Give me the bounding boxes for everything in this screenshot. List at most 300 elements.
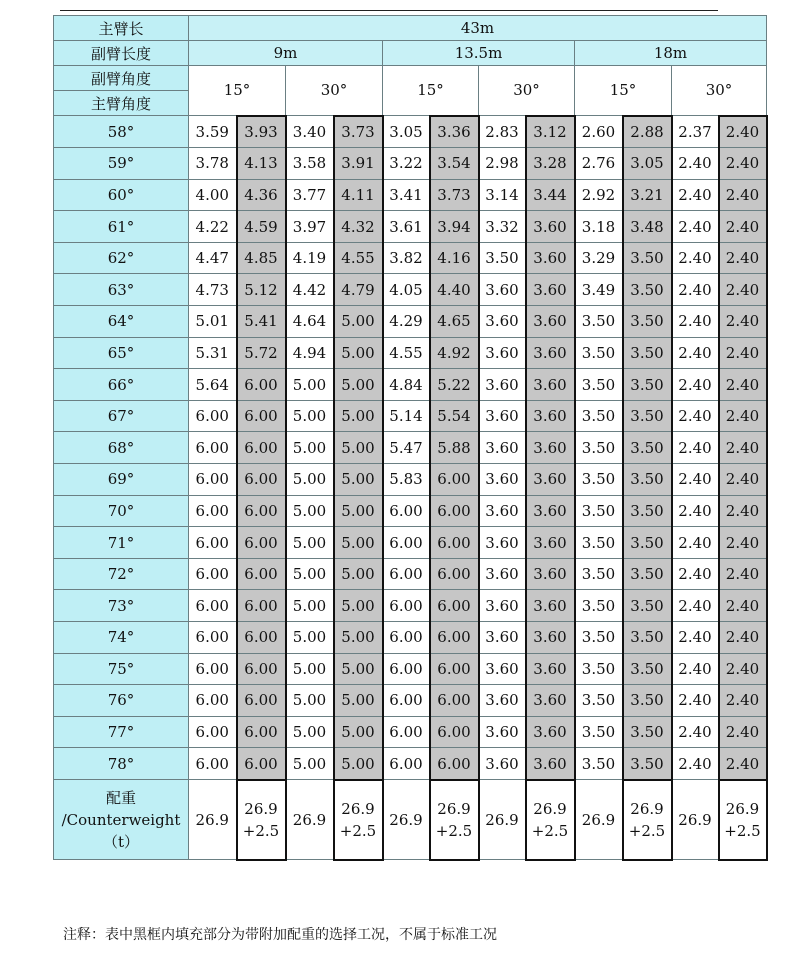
capacity-cell: 4.29 xyxy=(383,306,430,338)
capacity-cell-counterweight: 6.00 xyxy=(237,685,286,717)
capacity-cell: 2.40 xyxy=(672,464,719,496)
capacity-cell-counterweight: 2.40 xyxy=(719,432,767,464)
capacity-cell: 4.00 xyxy=(189,179,237,211)
capacity-cell-counterweight: 3.60 xyxy=(526,558,575,590)
capacity-cell: 2.40 xyxy=(672,369,719,401)
capacity-cell: 3.50 xyxy=(575,400,623,432)
capacity-cell-counterweight: 3.44 xyxy=(526,179,575,211)
capacity-cell: 2.40 xyxy=(672,527,719,559)
capacity-cell-counterweight: 3.60 xyxy=(526,211,575,243)
capacity-cell-counterweight: 5.54 xyxy=(430,400,479,432)
capacity-cell: 3.78 xyxy=(189,148,237,180)
table-row xyxy=(54,148,767,180)
capacity-cell: 3.60 xyxy=(479,337,526,369)
jib-length-row xyxy=(54,41,767,66)
capacity-cell-counterweight: 2.40 xyxy=(719,622,767,654)
capacity-cell-counterweight: 3.28 xyxy=(526,148,575,180)
counterweight-label xyxy=(54,780,189,860)
capacity-cell: 5.00 xyxy=(286,622,334,654)
counterweight-extra: +2.5 xyxy=(435,821,473,840)
capacity-cell-counterweight: 5.00 xyxy=(334,590,383,622)
capacity-cell-counterweight: 6.00 xyxy=(430,716,479,748)
capacity-cell: 6.00 xyxy=(189,432,237,464)
capacity-cell: 5.83 xyxy=(383,464,430,496)
boom-angle-cell: 60° xyxy=(54,179,189,211)
capacity-cell-counterweight: 2.40 xyxy=(719,306,767,338)
boom-angle-cell: 63° xyxy=(54,274,189,306)
main-boom-value: 43m xyxy=(189,16,767,41)
boom-angle-cell: 70° xyxy=(54,495,189,527)
table-row xyxy=(54,464,767,496)
capacity-cell-counterweight: 6.00 xyxy=(237,369,286,401)
counterweight-cell xyxy=(623,780,672,860)
capacity-cell: 6.00 xyxy=(189,685,237,717)
capacity-cell: 3.60 xyxy=(479,685,526,717)
capacity-cell-counterweight: 6.00 xyxy=(430,495,479,527)
counterweight-value: 26.9 xyxy=(437,799,471,818)
capacity-cell: 3.41 xyxy=(383,179,430,211)
counterweight-cell xyxy=(189,780,237,860)
capacity-cell: 4.84 xyxy=(383,369,430,401)
capacity-cell-counterweight: 6.00 xyxy=(237,748,286,780)
capacity-cell-counterweight: 3.50 xyxy=(623,432,672,464)
capacity-cell: 3.50 xyxy=(575,369,623,401)
capacity-cell-counterweight: 3.50 xyxy=(623,622,672,654)
capacity-cell: 3.60 xyxy=(479,495,526,527)
capacity-cell-counterweight: 3.48 xyxy=(623,211,672,243)
capacity-cell-counterweight: 3.50 xyxy=(623,527,672,559)
capacity-cell: 3.50 xyxy=(575,432,623,464)
capacity-cell: 6.00 xyxy=(189,558,237,590)
capacity-cell-counterweight: 6.00 xyxy=(430,653,479,685)
table-row xyxy=(54,337,767,369)
capacity-cell: 4.64 xyxy=(286,306,334,338)
capacity-cell: 5.00 xyxy=(286,369,334,401)
capacity-cell-counterweight: 6.00 xyxy=(430,685,479,717)
capacity-cell-counterweight: 3.12 xyxy=(526,116,575,148)
capacity-cell-counterweight: 5.12 xyxy=(237,274,286,306)
boom-angle-cell: 67° xyxy=(54,400,189,432)
capacity-cell: 4.22 xyxy=(189,211,237,243)
capacity-cell-counterweight: 6.00 xyxy=(237,558,286,590)
capacity-cell-counterweight: 3.60 xyxy=(526,748,575,780)
capacity-cell: 3.60 xyxy=(479,274,526,306)
counterweight-cell xyxy=(672,780,719,860)
capacity-cell: 6.00 xyxy=(383,716,430,748)
main-boom-label: 主臂长 xyxy=(54,16,189,41)
table-row xyxy=(54,306,767,338)
capacity-cell: 3.50 xyxy=(575,306,623,338)
capacity-cell: 6.00 xyxy=(383,685,430,717)
capacity-cell-counterweight: 5.00 xyxy=(334,685,383,717)
counterweight-cell xyxy=(719,780,767,860)
boom-angle-cell: 62° xyxy=(54,242,189,274)
capacity-cell-counterweight: 5.00 xyxy=(334,716,383,748)
capacity-cell: 2.40 xyxy=(672,748,719,780)
capacity-cell: 3.60 xyxy=(479,748,526,780)
capacity-cell-counterweight: 5.22 xyxy=(430,369,479,401)
capacity-cell: 3.49 xyxy=(575,274,623,306)
capacity-cell-counterweight: 3.50 xyxy=(623,716,672,748)
capacity-cell: 3.60 xyxy=(479,590,526,622)
counterweight-extra: +2.5 xyxy=(339,821,377,840)
capacity-cell: 3.50 xyxy=(575,590,623,622)
capacity-cell-counterweight: 3.50 xyxy=(623,306,672,338)
capacity-cell-counterweight: 3.50 xyxy=(623,748,672,780)
capacity-cell-counterweight: 2.40 xyxy=(719,116,767,148)
capacity-cell: 3.60 xyxy=(479,306,526,338)
capacity-cell-counterweight: 5.00 xyxy=(334,432,383,464)
capacity-cell: 6.00 xyxy=(189,495,237,527)
capacity-cell-counterweight: 4.55 xyxy=(334,242,383,274)
boom-angle-cell: 58° xyxy=(54,116,189,148)
capacity-cell-counterweight: 5.88 xyxy=(430,432,479,464)
table-row xyxy=(54,716,767,748)
capacity-cell: 3.77 xyxy=(286,179,334,211)
counterweight-extra: +2.5 xyxy=(628,821,666,840)
counterweight-value: 26.9 xyxy=(678,810,712,829)
capacity-cell-counterweight: 4.13 xyxy=(237,148,286,180)
capacity-cell-counterweight: 6.00 xyxy=(430,464,479,496)
table-row xyxy=(54,748,767,780)
capacity-cell: 6.00 xyxy=(383,748,430,780)
footnote: 注释：表中黑框内填充部分为带附加配重的选择工况，不属于标准工况 xyxy=(63,927,497,943)
capacity-cell: 4.05 xyxy=(383,274,430,306)
boom-angle-cell: 73° xyxy=(54,590,189,622)
capacity-cell-counterweight: 2.40 xyxy=(719,527,767,559)
capacity-cell: 6.00 xyxy=(189,748,237,780)
capacity-cell: 3.50 xyxy=(575,653,623,685)
capacity-cell-counterweight: 2.40 xyxy=(719,337,767,369)
capacity-cell-counterweight: 3.60 xyxy=(526,527,575,559)
table-row xyxy=(54,242,767,274)
capacity-cell-counterweight: 3.93 xyxy=(237,116,286,148)
main-boom-angle-label: 主臂角度 xyxy=(54,91,189,116)
table-row xyxy=(54,274,767,306)
capacity-cell-counterweight: 2.40 xyxy=(719,400,767,432)
capacity-cell: 2.40 xyxy=(672,558,719,590)
capacity-cell-counterweight: 5.00 xyxy=(334,527,383,559)
boom-angle-cell: 77° xyxy=(54,716,189,748)
jib-length-label: 副臂长度 xyxy=(54,41,189,66)
capacity-cell: 3.29 xyxy=(575,242,623,274)
capacity-cell-counterweight: 3.73 xyxy=(334,116,383,148)
capacity-cell-counterweight: 2.40 xyxy=(719,590,767,622)
capacity-cell-counterweight: 3.60 xyxy=(526,590,575,622)
capacity-cell: 5.01 xyxy=(189,306,237,338)
capacity-cell: 6.00 xyxy=(189,400,237,432)
jib-angle-header: 15° xyxy=(189,66,286,116)
capacity-cell-counterweight: 2.88 xyxy=(623,116,672,148)
capacity-cell: 2.40 xyxy=(672,274,719,306)
capacity-cell: 2.40 xyxy=(672,211,719,243)
counterweight-extra: +2.5 xyxy=(531,821,569,840)
capacity-cell-counterweight: 3.60 xyxy=(526,432,575,464)
capacity-cell-counterweight: 4.85 xyxy=(237,242,286,274)
capacity-cell-counterweight: 4.59 xyxy=(237,211,286,243)
capacity-cell: 3.60 xyxy=(479,527,526,559)
boom-angle-cell: 74° xyxy=(54,622,189,654)
jib-angle-label: 副臂角度 xyxy=(54,66,189,91)
capacity-cell: 3.50 xyxy=(575,558,623,590)
capacity-cell-counterweight: 3.50 xyxy=(623,590,672,622)
capacity-cell-counterweight: 5.00 xyxy=(334,464,383,496)
capacity-cell: 5.00 xyxy=(286,432,334,464)
capacity-cell: 6.00 xyxy=(383,653,430,685)
table-row xyxy=(54,653,767,685)
table-row xyxy=(54,432,767,464)
counterweight-cell xyxy=(334,780,383,860)
boom-angle-cell: 69° xyxy=(54,464,189,496)
capacity-cell: 5.00 xyxy=(286,400,334,432)
capacity-cell-counterweight: 3.60 xyxy=(526,274,575,306)
capacity-cell-counterweight: 3.50 xyxy=(623,337,672,369)
capacity-cell: 5.00 xyxy=(286,590,334,622)
capacity-cell-counterweight: 5.00 xyxy=(334,337,383,369)
capacity-cell-counterweight: 6.00 xyxy=(237,590,286,622)
capacity-cell-counterweight: 3.50 xyxy=(623,495,672,527)
capacity-cell: 6.00 xyxy=(383,622,430,654)
capacity-cell: 3.60 xyxy=(479,716,526,748)
capacity-cell: 3.60 xyxy=(479,653,526,685)
jib-length-9m: 9m xyxy=(189,41,383,66)
capacity-cell-counterweight: 4.40 xyxy=(430,274,479,306)
capacity-cell-counterweight: 3.50 xyxy=(623,242,672,274)
table-row xyxy=(54,179,767,211)
table-row xyxy=(54,400,767,432)
top-rule xyxy=(60,10,718,11)
capacity-cell: 5.00 xyxy=(286,653,334,685)
capacity-cell: 2.92 xyxy=(575,179,623,211)
table-row xyxy=(54,590,767,622)
capacity-cell: 2.40 xyxy=(672,148,719,180)
capacity-cell: 3.50 xyxy=(575,495,623,527)
capacity-cell-counterweight: 5.00 xyxy=(334,400,383,432)
capacity-cell-counterweight: 4.36 xyxy=(237,179,286,211)
capacity-cell: 2.40 xyxy=(672,653,719,685)
capacity-cell: 2.83 xyxy=(479,116,526,148)
jib-angle-row xyxy=(54,66,767,91)
capacity-cell: 2.76 xyxy=(575,148,623,180)
capacity-cell: 5.14 xyxy=(383,400,430,432)
capacity-cell: 4.94 xyxy=(286,337,334,369)
capacity-cell-counterweight: 3.94 xyxy=(430,211,479,243)
capacity-cell: 5.00 xyxy=(286,464,334,496)
capacity-cell-counterweight: 2.40 xyxy=(719,716,767,748)
counterweight-cell xyxy=(430,780,479,860)
capacity-cell: 5.00 xyxy=(286,716,334,748)
capacity-cell: 5.00 xyxy=(286,495,334,527)
counterweight-cell xyxy=(237,780,286,860)
boom-angle-cell: 68° xyxy=(54,432,189,464)
capacity-cell: 2.98 xyxy=(479,148,526,180)
capacity-cell-counterweight: 4.32 xyxy=(334,211,383,243)
table-row xyxy=(54,211,767,243)
capacity-cell-counterweight: 2.40 xyxy=(719,179,767,211)
capacity-cell-counterweight: 6.00 xyxy=(237,432,286,464)
counterweight-cell xyxy=(575,780,623,860)
capacity-cell: 2.40 xyxy=(672,495,719,527)
capacity-cell: 2.60 xyxy=(575,116,623,148)
counterweight-value: 26.9 xyxy=(389,810,423,829)
capacity-cell: 3.22 xyxy=(383,148,430,180)
capacity-cell-counterweight: 2.40 xyxy=(719,369,767,401)
capacity-cell-counterweight: 5.00 xyxy=(334,622,383,654)
table-row xyxy=(54,622,767,654)
capacity-cell-counterweight: 3.50 xyxy=(623,464,672,496)
capacity-cell: 3.58 xyxy=(286,148,334,180)
counterweight-label-line: （t） xyxy=(102,832,140,851)
capacity-cell: 2.40 xyxy=(672,716,719,748)
capacity-cell-counterweight: 4.16 xyxy=(430,242,479,274)
capacity-cell: 3.60 xyxy=(479,369,526,401)
capacity-cell-counterweight: 4.79 xyxy=(334,274,383,306)
capacity-cell-counterweight: 6.00 xyxy=(430,558,479,590)
capacity-cell-counterweight: 3.60 xyxy=(526,464,575,496)
capacity-cell: 6.00 xyxy=(383,590,430,622)
capacity-cell-counterweight: 5.00 xyxy=(334,495,383,527)
capacity-cell: 3.14 xyxy=(479,179,526,211)
capacity-cell: 3.61 xyxy=(383,211,430,243)
counterweight-value: 26.9 xyxy=(195,810,229,829)
jib-length-13-5m: 13.5m xyxy=(383,41,575,66)
capacity-cell-counterweight: 2.40 xyxy=(719,274,767,306)
capacity-cell-counterweight: 5.41 xyxy=(237,306,286,338)
capacity-cell: 2.40 xyxy=(672,590,719,622)
capacity-cell-counterweight: 3.60 xyxy=(526,495,575,527)
capacity-cell-counterweight: 2.40 xyxy=(719,685,767,717)
capacity-cell: 5.64 xyxy=(189,369,237,401)
capacity-cell: 4.55 xyxy=(383,337,430,369)
jib-angle-header: 30° xyxy=(286,66,383,116)
table-row xyxy=(54,558,767,590)
boom-angle-cell: 71° xyxy=(54,527,189,559)
capacity-cell-counterweight: 4.65 xyxy=(430,306,479,338)
boom-angle-cell: 65° xyxy=(54,337,189,369)
capacity-cell-counterweight: 3.60 xyxy=(526,337,575,369)
capacity-cell: 3.05 xyxy=(383,116,430,148)
capacity-cell-counterweight: 3.60 xyxy=(526,306,575,338)
capacity-cell-counterweight: 3.91 xyxy=(334,148,383,180)
capacity-cell-counterweight: 3.60 xyxy=(526,622,575,654)
counterweight-value: 26.9 xyxy=(292,810,327,829)
load-chart-table xyxy=(53,15,768,861)
capacity-cell: 3.60 xyxy=(479,400,526,432)
capacity-cell: 2.40 xyxy=(672,242,719,274)
capacity-cell-counterweight: 3.50 xyxy=(623,653,672,685)
capacity-cell: 3.50 xyxy=(575,748,623,780)
table-row xyxy=(54,495,767,527)
counterweight-extra: +2.5 xyxy=(724,821,761,840)
boom-angle-cell: 59° xyxy=(54,148,189,180)
capacity-cell: 4.42 xyxy=(286,274,334,306)
capacity-cell: 6.00 xyxy=(189,653,237,685)
capacity-cell-counterweight: 6.00 xyxy=(237,527,286,559)
capacity-cell-counterweight: 5.72 xyxy=(237,337,286,369)
capacity-cell: 6.00 xyxy=(189,590,237,622)
jib-angle-header: 15° xyxy=(383,66,479,116)
capacity-cell: 6.00 xyxy=(189,622,237,654)
counterweight-value: 26.9 xyxy=(581,810,616,829)
capacity-cell: 3.50 xyxy=(479,242,526,274)
capacity-cell-counterweight: 3.50 xyxy=(623,274,672,306)
capacity-cell-counterweight: 5.00 xyxy=(334,653,383,685)
counterweight-value: 26.9 xyxy=(533,799,567,818)
capacity-cell: 2.40 xyxy=(672,432,719,464)
capacity-cell: 3.97 xyxy=(286,211,334,243)
counterweight-cell xyxy=(383,780,430,860)
boom-angle-cell: 72° xyxy=(54,558,189,590)
capacity-cell: 5.00 xyxy=(286,748,334,780)
capacity-cell-counterweight: 3.60 xyxy=(526,685,575,717)
capacity-cell: 4.47 xyxy=(189,242,237,274)
capacity-cell: 2.40 xyxy=(672,179,719,211)
capacity-cell-counterweight: 2.40 xyxy=(719,148,767,180)
capacity-cell-counterweight: 3.50 xyxy=(623,558,672,590)
capacity-cell-counterweight: 3.60 xyxy=(526,369,575,401)
capacity-cell: 6.00 xyxy=(189,527,237,559)
boom-angle-cell: 76° xyxy=(54,685,189,717)
capacity-cell-counterweight: 2.40 xyxy=(719,748,767,780)
counterweight-value: 26.9 xyxy=(725,799,760,818)
capacity-cell-counterweight: 3.50 xyxy=(623,369,672,401)
capacity-cell-counterweight: 3.36 xyxy=(430,116,479,148)
capacity-cell-counterweight: 6.00 xyxy=(237,464,286,496)
capacity-cell-counterweight: 2.40 xyxy=(719,211,767,243)
capacity-cell-counterweight: 3.05 xyxy=(623,148,672,180)
capacity-cell-counterweight: 2.40 xyxy=(719,558,767,590)
capacity-cell: 6.00 xyxy=(189,716,237,748)
capacity-cell-counterweight: 6.00 xyxy=(430,622,479,654)
capacity-cell-counterweight: 6.00 xyxy=(237,400,286,432)
capacity-cell-counterweight: 5.00 xyxy=(334,558,383,590)
capacity-cell: 6.00 xyxy=(383,558,430,590)
jib-angle-header: 15° xyxy=(575,66,672,116)
capacity-cell-counterweight: 6.00 xyxy=(237,622,286,654)
capacity-cell-counterweight: 5.00 xyxy=(334,306,383,338)
capacity-cell-counterweight: 6.00 xyxy=(237,495,286,527)
capacity-cell: 6.00 xyxy=(383,495,430,527)
capacity-cell-counterweight: 3.60 xyxy=(526,716,575,748)
capacity-cell: 4.19 xyxy=(286,242,334,274)
capacity-cell: 2.37 xyxy=(672,116,719,148)
table-row xyxy=(54,369,767,401)
capacity-cell: 3.18 xyxy=(575,211,623,243)
boom-angle-cell: 78° xyxy=(54,748,189,780)
capacity-cell: 3.60 xyxy=(479,432,526,464)
capacity-cell: 3.82 xyxy=(383,242,430,274)
capacity-cell-counterweight: 2.40 xyxy=(719,495,767,527)
counterweight-value: 26.9 xyxy=(341,799,375,818)
capacity-cell-counterweight: 3.54 xyxy=(430,148,479,180)
counterweight-cell xyxy=(286,780,334,860)
table-row xyxy=(54,527,767,559)
counterweight-value: 26.9 xyxy=(630,799,664,818)
capacity-cell: 2.40 xyxy=(672,337,719,369)
capacity-cell-counterweight: 4.92 xyxy=(430,337,479,369)
capacity-cell-counterweight: 3.50 xyxy=(623,400,672,432)
capacity-cell: 4.73 xyxy=(189,274,237,306)
capacity-cell: 3.40 xyxy=(286,116,334,148)
boom-angle-cell: 75° xyxy=(54,653,189,685)
capacity-cell: 3.60 xyxy=(479,558,526,590)
capacity-cell: 5.47 xyxy=(383,432,430,464)
capacity-cell-counterweight: 2.40 xyxy=(719,242,767,274)
capacity-cell: 3.50 xyxy=(575,527,623,559)
counterweight-row xyxy=(54,780,767,860)
capacity-cell: 6.00 xyxy=(383,527,430,559)
capacity-cell: 5.00 xyxy=(286,527,334,559)
